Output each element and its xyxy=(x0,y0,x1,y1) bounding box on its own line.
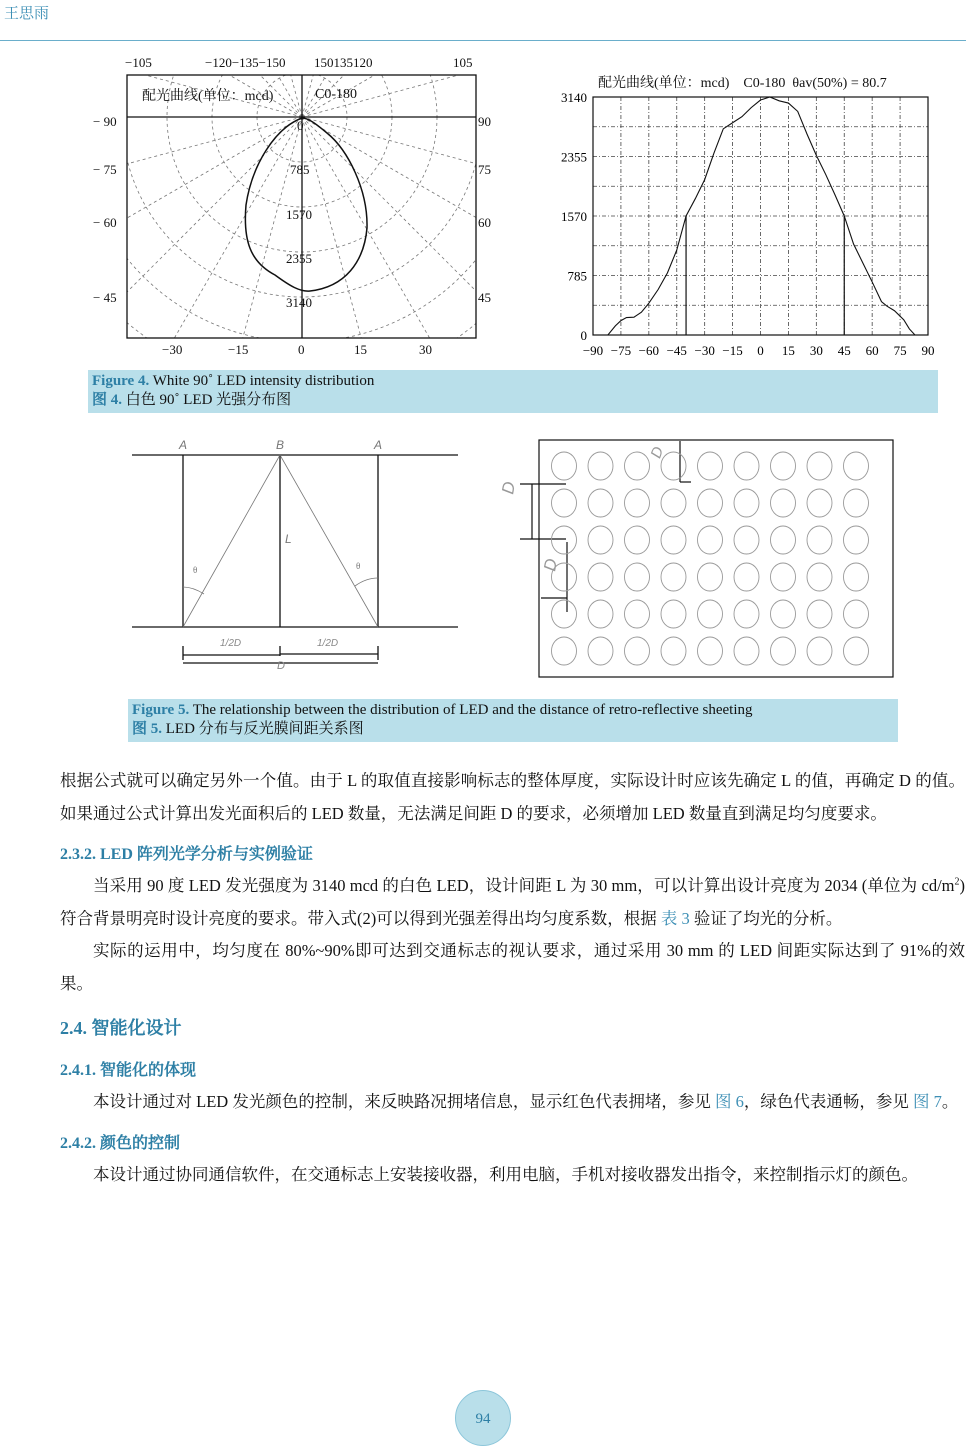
paragraph: 实际的运用中，均匀度在 80%~90%即可达到交通标志的视认要求，通过采用 30 mm 的 LED 间距实际达到了 91%的效果。 xyxy=(60,941,965,993)
led-circle xyxy=(661,526,686,554)
led-circle xyxy=(734,637,759,665)
led-circle xyxy=(661,600,686,628)
led-circle xyxy=(698,637,723,665)
section-heading-2-4-1: 2.4.1. 智能化的体现 xyxy=(60,1062,197,1079)
x-tick-label: −45 xyxy=(666,343,687,358)
caption-text-en: White 90˚ LED intensity distribution xyxy=(149,373,375,389)
caption-label: Figure 4. xyxy=(92,373,150,389)
led-circle xyxy=(588,489,613,517)
led-circle xyxy=(807,489,832,517)
led-array xyxy=(0,0,966,700)
led-circle xyxy=(771,600,796,628)
label-theta: θ xyxy=(356,561,361,571)
led-circle xyxy=(698,452,723,480)
x-tick-label: 30 xyxy=(809,343,823,358)
led-circle xyxy=(698,526,723,554)
led-circle xyxy=(771,637,796,665)
led-circle xyxy=(625,600,650,628)
polar-top-label: −120−135−150 xyxy=(205,55,286,70)
y-tick-label: 3140 xyxy=(561,90,587,105)
polar-curve-label: C0-180 xyxy=(315,87,357,102)
caption-label-zh: 图 4. xyxy=(92,392,123,408)
caption-text-zh: 白色 90˚ LED 光强分布图 xyxy=(122,392,292,408)
polar-right-label: 90 xyxy=(478,114,491,129)
polar-left-label: − 60 xyxy=(93,215,117,230)
led-circle xyxy=(844,489,869,517)
led-circle xyxy=(734,600,759,628)
led-circle xyxy=(588,637,613,665)
table-3-link[interactable]: 表 3 xyxy=(660,908,690,928)
led-circle xyxy=(552,637,577,665)
x-tick-label: −15 xyxy=(722,343,743,358)
x-tick-label: 90 xyxy=(921,343,935,358)
figure-6-link[interactable]: 图 6 xyxy=(714,1092,744,1111)
led-circle xyxy=(552,452,577,480)
led-circle xyxy=(771,563,796,591)
led-circle xyxy=(807,637,832,665)
led-circle xyxy=(771,452,796,480)
led-circle xyxy=(698,563,723,591)
polar-radial-label: 0 xyxy=(297,118,304,133)
label-a: A xyxy=(179,438,188,452)
polar-radial-label: 2355 xyxy=(286,251,312,266)
x-tick-label: 60 xyxy=(865,343,879,358)
led-circle xyxy=(625,637,650,665)
polar-radial-label: 3140 xyxy=(286,295,312,310)
x-tick-label: 0 xyxy=(757,343,764,358)
led-circle xyxy=(625,563,650,591)
text: ，绿色代表通畅，参见 xyxy=(743,1092,913,1111)
led-circle xyxy=(661,563,686,591)
led-circle xyxy=(734,452,759,480)
polar-right-label: 60 xyxy=(478,215,491,230)
polar-top-label: −105 xyxy=(125,55,152,70)
led-circle xyxy=(625,452,650,480)
figure5-caption xyxy=(128,699,898,742)
y-tick-label: 2355 xyxy=(561,149,587,165)
led-circle xyxy=(844,637,869,665)
label-d: D xyxy=(277,660,285,672)
y-tick-label: 1570 xyxy=(561,209,587,224)
polar-title: 配光曲线(单位：mcd) xyxy=(142,89,274,104)
led-circle xyxy=(734,563,759,591)
section-heading-2-4: 2.4. 智能化设计 xyxy=(60,1018,182,1038)
caption-label-zh: 图 5. xyxy=(132,721,163,737)
label-half-d: 1/2D xyxy=(317,638,339,649)
polar-top-label: 105 xyxy=(453,55,473,70)
chart-title: 配光曲线(单位：mcd) C0-180 θav(50%) = 80.7 xyxy=(598,76,887,91)
label-d: D xyxy=(540,557,562,573)
running-header-author: 王思雨 xyxy=(4,6,50,22)
polar-right-label: 45 xyxy=(478,290,491,305)
polar-bottom-label: 30 xyxy=(419,342,432,357)
label-d: D xyxy=(647,444,668,461)
led-circle xyxy=(844,563,869,591)
x-tick-label: −90 xyxy=(582,343,604,358)
led-circle xyxy=(844,452,869,480)
led-circle xyxy=(552,600,577,628)
led-circle xyxy=(588,563,613,591)
y-tick-label: 785 xyxy=(567,268,587,284)
led-circle xyxy=(661,637,686,665)
led-circle xyxy=(844,526,869,554)
x-tick-label: 45 xyxy=(837,343,851,358)
led-circle xyxy=(625,526,650,554)
label-b: B xyxy=(276,438,285,452)
led-circle xyxy=(588,600,613,628)
section-heading-2-4-2: 2.4.2. 颜色的控制 xyxy=(60,1134,181,1152)
paragraph xyxy=(60,870,965,935)
led-circle xyxy=(807,600,832,628)
polar-bottom-label: 0 xyxy=(298,342,305,357)
page-number: 94 xyxy=(455,1390,511,1446)
led-circle xyxy=(698,489,723,517)
polar-right-label: 75 xyxy=(478,162,491,177)
label-d: D xyxy=(498,480,520,496)
led-circle xyxy=(807,526,832,554)
label-l: L xyxy=(285,532,292,546)
led-circle xyxy=(588,526,613,554)
label-half-d: 1/2D xyxy=(220,638,242,649)
paragraph: 根据公式就可以确定另外一个值。由于 L 的取值直接影响标志的整体厚度，实际设计时应该先确定 L 的值，再确定 D 的值。如果通过公式计算出发光面积后的 LED 数量，无法满足间距 D 的要求，必须增加 LED 数量直到满足均匀度要求。 xyxy=(60,771,965,823)
led-circle xyxy=(625,489,650,517)
polar-left-label: − 45 xyxy=(93,290,117,305)
x-tick-label: 75 xyxy=(893,343,907,358)
label-a: A xyxy=(374,438,383,452)
caption-text-zh: LED 分布与反光膜间距关系图 xyxy=(162,721,364,737)
polar-left-label: − 75 xyxy=(93,162,117,177)
caption-text-en: The relationship between the distribution of LED and the distance of retro-reflective sheeting xyxy=(189,702,753,718)
x-tick-label: 15 xyxy=(781,343,795,358)
led-circle xyxy=(771,489,796,517)
led-circle xyxy=(661,489,686,517)
polar-bottom-label: 15 xyxy=(354,342,367,357)
polar-radial-label: 1570 xyxy=(286,207,312,222)
text: 。 xyxy=(941,1092,959,1111)
polar-top-label: 150135120 xyxy=(314,55,373,70)
paragraph xyxy=(60,1086,965,1119)
led-circle xyxy=(807,452,832,480)
polar-bottom-label: −15 xyxy=(228,342,249,357)
x-tick-label: −60 xyxy=(638,343,660,358)
led-circle xyxy=(844,600,869,628)
led-array-diagram xyxy=(0,0,966,700)
text: 本设计通过对 LED 发光颜色的控制，来反映路况拥堵信息，显示红色代表拥堵，参见 xyxy=(93,1092,715,1111)
polar-radial-label: 785 xyxy=(290,162,310,177)
superscript: 2 xyxy=(954,876,960,888)
paragraph: 本设计通过协同通信软件，在交通标志上安装接收器，利用电脑，手机对接收器发出指令，来控制指示灯的颜色。 xyxy=(93,1164,918,1184)
section-heading-2-3-2: 2.3.2. LED 阵列光学分析与实例验证 xyxy=(60,846,313,863)
led-circle xyxy=(588,452,613,480)
x-tick-label: −75 xyxy=(610,343,632,358)
led-circle xyxy=(807,563,832,591)
led-circle xyxy=(552,489,577,517)
led-circle xyxy=(698,600,723,628)
label-theta: θ xyxy=(193,565,198,575)
polar-left-label: − 90 xyxy=(93,114,117,129)
x-tick-label: −30 xyxy=(694,343,715,358)
led-circle xyxy=(552,526,577,554)
y-tick-label: 0 xyxy=(580,328,587,343)
body-text xyxy=(60,765,965,1191)
text: 验证了均光的分析。 xyxy=(689,908,843,928)
polar-bottom-label: −30 xyxy=(162,342,183,357)
led-circle xyxy=(771,526,796,554)
caption-label: Figure 5. xyxy=(132,702,190,718)
text: 当采用 90 度 LED 发光强度为 3140 mcd 的白色 LED，设计间距 L 为 30 mm，可以计算出设计亮度为 2034 (单位为 cd/m xyxy=(93,876,955,895)
text: )符合背景明亮时设计亮度的要求。带入式(2)可以得到光强差得出均匀度系数，根据 xyxy=(60,876,965,928)
figure-7-link[interactable]: 图 7 xyxy=(912,1092,942,1111)
led-circle xyxy=(734,489,759,517)
led-circle xyxy=(734,526,759,554)
